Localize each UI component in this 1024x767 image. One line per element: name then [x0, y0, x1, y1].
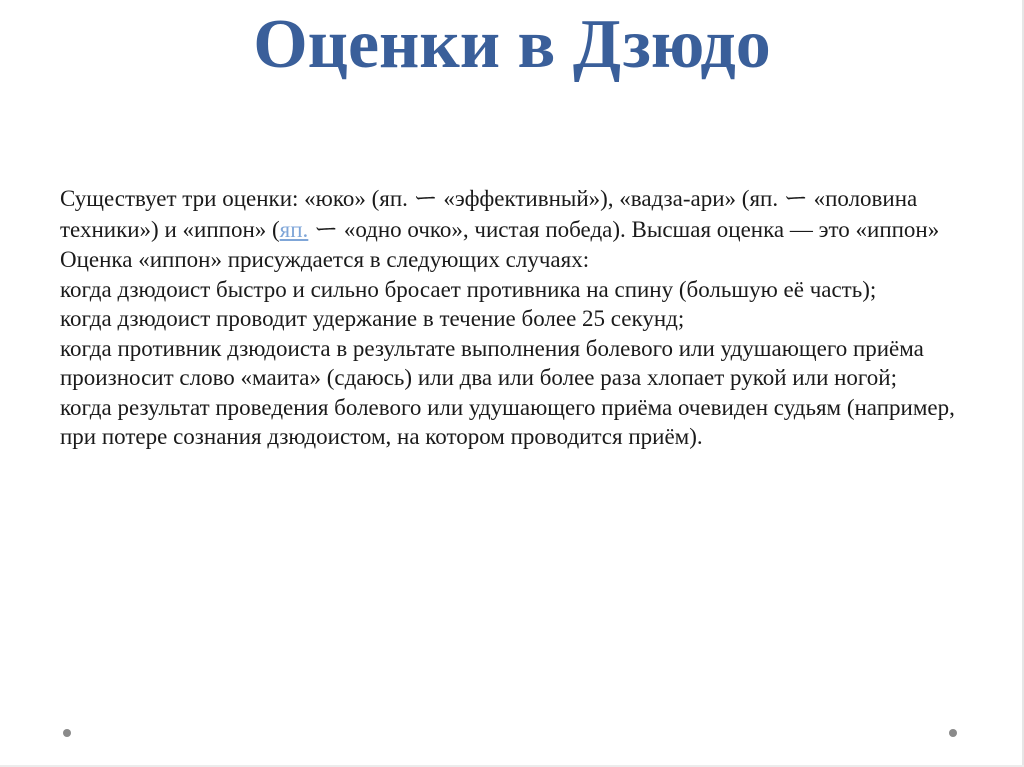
slide-title: Оценки в Дзюдо — [253, 6, 771, 83]
intro-text-2: «эффективный»), «вадза-ари» (яп. — [437, 186, 784, 211]
case-item: когда противник дзюдоиста в результате выполнения болевого или удушающего приёма произносит слово «маита» (сдаюсь) или два или более раза хлопает рукой или ногой; — [60, 335, 924, 390]
intro-text-1: Существует три оценки: «юко» (яп. — [60, 186, 414, 211]
intro-paragraph — [60, 184, 965, 275]
case-item: когда дзюдоист быстро и сильно бросает противника на спину (большую её часть); — [60, 276, 877, 302]
case-item: когда дзюдоист проводит удержание в течение более 25 секунд; — [60, 306, 685, 331]
slide-body — [60, 184, 965, 452]
dash-1: ー — [413, 186, 438, 212]
intro-text-5: «одно очко», чистая победа). Высшая оценка — это «иппон» Оценка «иппон» присуждается в следующих случаях: — [60, 216, 940, 272]
case-item: когда результат проведения болевого или удушающего приёма очевиден судьям (например, при потере сознания дзюдоистом, на котором проводится приём). — [60, 394, 955, 449]
dash-2: ー — [783, 186, 808, 212]
left-dot-icon — [63, 729, 71, 737]
right-dot-icon — [949, 729, 957, 737]
dash-3: ー — [314, 216, 339, 243]
intro-text-3: «половина техники») и «иппон» ( — [60, 186, 918, 242]
japanese-language-link[interactable]: яп. — [279, 216, 309, 242]
